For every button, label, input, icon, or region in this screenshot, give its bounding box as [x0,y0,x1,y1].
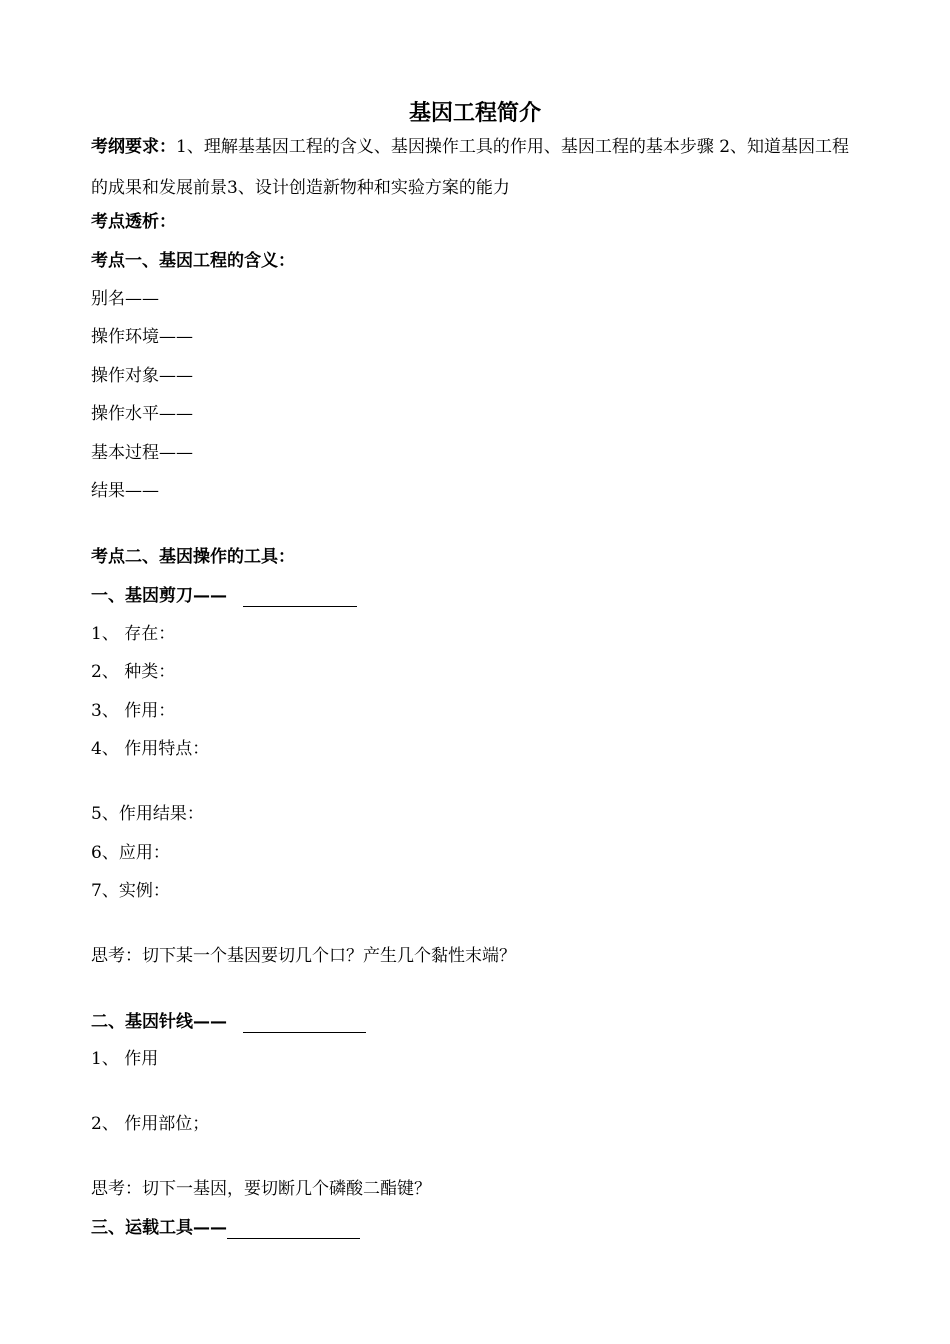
point1-item: 操作对象—— [91,366,193,386]
analysis-heading: 考点透析： [91,212,176,232]
scissors-item: 2、 种类： [91,662,176,682]
requirements-text: 1、理解基基因工程的含义、基因操作工具的作用、基因工程的基本步骤 2、知道基因工程的成果和发展前景3、设计创造新物种和实验方案的能力 [91,137,850,198]
requirements-label: 考纲要求： [91,137,176,157]
answer-blank [243,588,357,607]
point1-item: 别名—— [91,289,159,309]
requirements-paragraph [91,127,861,209]
scissors-think: 思考：切下某一个基因要切几个口？产生几个黏性末端？ [91,946,516,966]
scissors-item: 6、应用： [91,843,170,863]
point1-item: 结果—— [91,481,159,501]
needle-item: 1、 作用 [91,1049,159,1069]
vector-heading-text: 三、运载工具—— [91,1218,227,1238]
scissors-heading-text: 一、基因剪刀—— [91,586,227,606]
scissors-item: 1、 存在： [91,624,176,644]
vector-heading [91,1217,360,1239]
scissors-item: 7、实例： [91,881,170,901]
page-title: 基因工程简介 [408,101,541,126]
point1-item: 操作环境—— [91,327,193,347]
needle-heading [91,1011,366,1033]
point2-heading: 考点二、基因操作的工具： [91,547,295,567]
point1-item: 操作水平—— [91,404,193,424]
point1-heading: 考点一、基因工程的含义： [91,251,295,271]
answer-blank [243,1014,366,1033]
needle-heading-text: 二、基因针线—— [91,1012,227,1032]
answer-blank [227,1220,360,1239]
scissors-heading [91,585,357,607]
scissors-item: 3、 作用： [91,701,176,721]
needle-think: 思考：切下一基因，要切断几个磷酸二酯键？ [91,1179,431,1199]
point1-item: 基本过程—— [91,443,193,463]
needle-item: 2、 作用部位； [91,1114,210,1134]
scissors-item: 4、 作用特点： [91,739,210,759]
scissors-item: 5、作用结果： [91,804,204,824]
